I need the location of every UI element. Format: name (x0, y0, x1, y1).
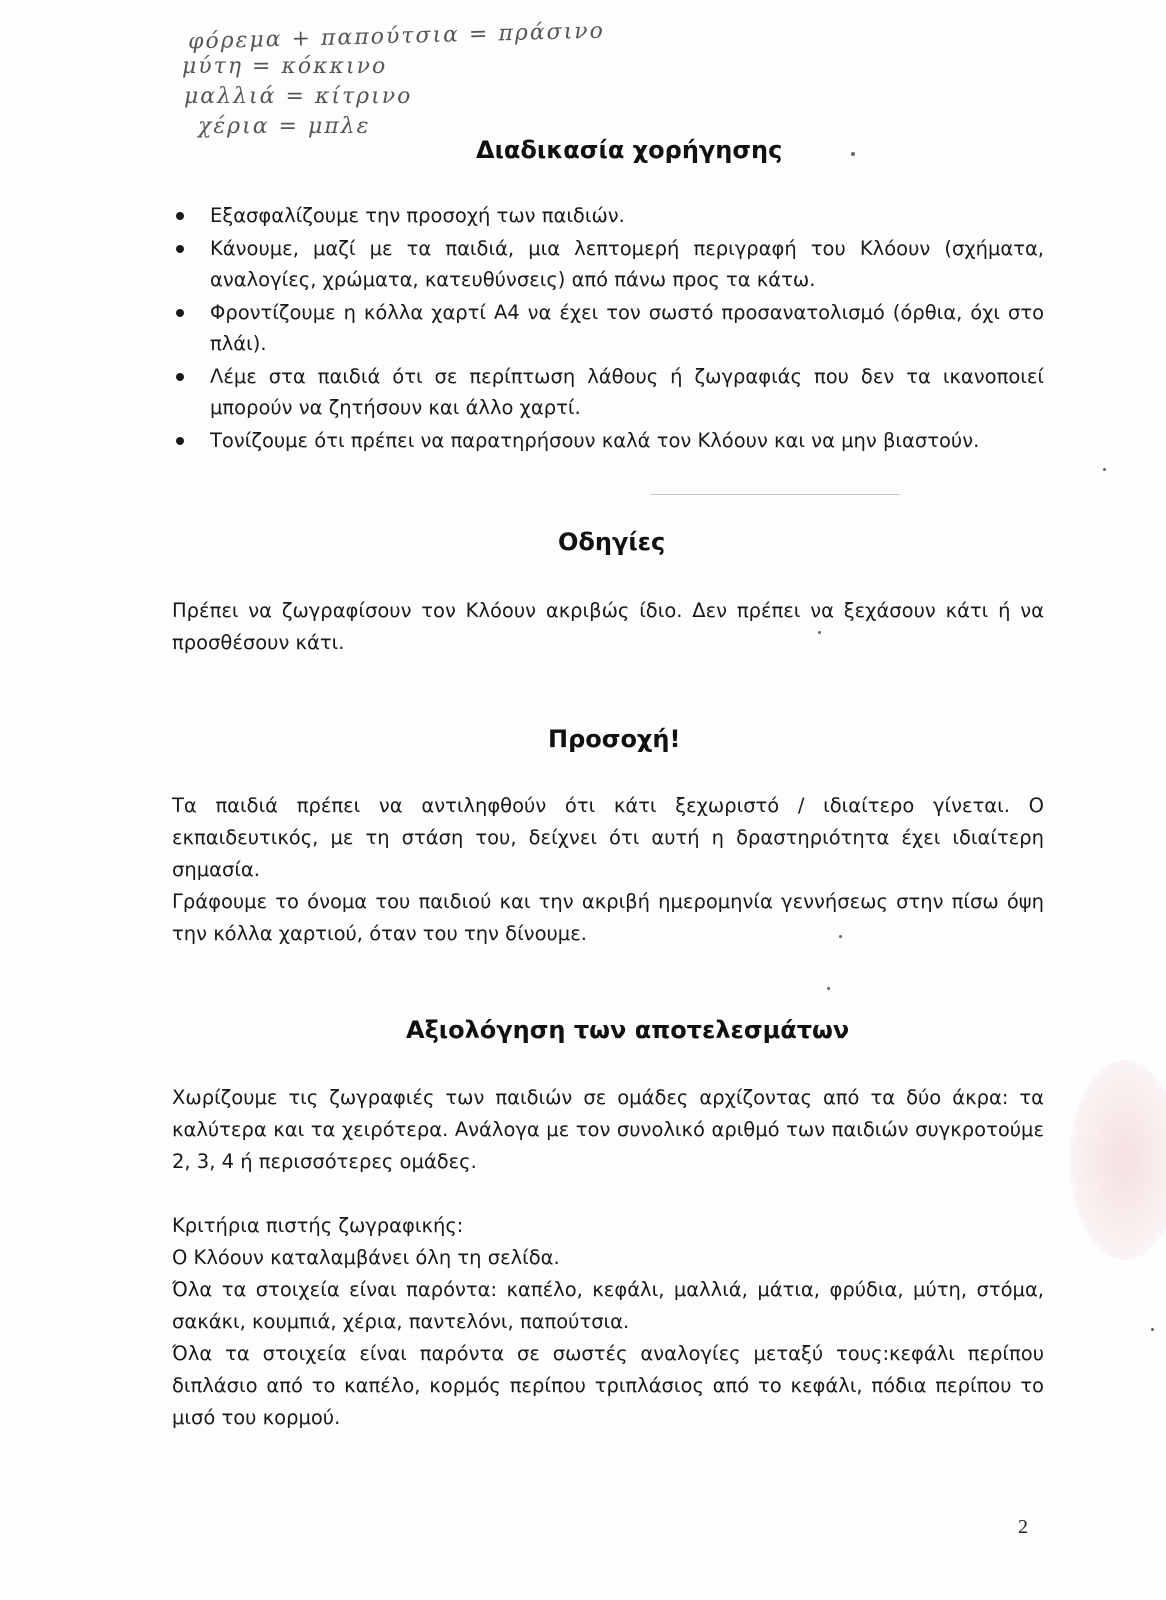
handwritten-line: μαλλιά = κίτρινο (184, 84, 413, 109)
section-title-administration: Διαδικασία χορήγησης (476, 136, 783, 164)
scan-speck (827, 987, 830, 990)
scan-speck (1151, 1328, 1154, 1331)
handwritten-line: χέρια = μπλε (198, 114, 371, 139)
handwritten-line: μύτη = κόκκινο (182, 54, 388, 79)
bullet-icon (176, 212, 184, 220)
attention-body (172, 790, 1044, 950)
administration-steps-list (172, 200, 1044, 458)
list-item (172, 425, 1044, 456)
paper-stain (1070, 1060, 1166, 1260)
scan-speck (851, 152, 855, 156)
paragraph: Γράφουμε το όνομα του παιδιού και την ακριβή ημερομηνία γεννήσεως στην πίσω όψη την κόλλα χαρτιού, όταν του την δίνουμε. (172, 890, 1044, 945)
section-title-attention: Προσοχή! (548, 725, 681, 753)
list-item (172, 200, 1044, 231)
list-item-text: Εξασφαλίζουμε την προσοχή των παιδιών. (210, 204, 625, 227)
instructions-body (172, 595, 1044, 659)
handwritten-note (182, 18, 606, 142)
paragraph: Χωρίζουμε τις ζωγραφιές των παιδιών σε ομάδες αρχίζοντας από τα δύο άκρα: τα καλύτερα και τα χειρότερα. Ανάλογα με τον συνολικό αριθμό των παιδιών συγκροτούμε 2, 3, 4 ή περισσότερες ομάδες. (172, 1086, 1044, 1173)
scan-speck (839, 935, 842, 938)
divider (650, 494, 900, 495)
section-title-instructions: Οδηγίες (558, 528, 666, 556)
list-item-text: Τονίζουμε ότι πρέπει να παρατηρήσουν καλά τον Κλόουν και να μην βιαστούν. (210, 429, 980, 452)
list-item-text: Φροντίζουμε η κόλλα χαρτί Α4 να έχει τον σωστό προσανατολισμό (όρθια, όχι στο πλάι). (210, 301, 1044, 355)
bullet-icon (176, 309, 184, 317)
paragraph: Τα παιδιά πρέπει να αντιληφθούν ότι κάτι ξεχωριστό / ιδιαίτερο γίνεται. Ο εκπαιδευτικός, με τη στάση του, δείχνει ότι αυτή η δραστηριότητα έχει ιδιαίτερη σημασία. (172, 794, 1044, 881)
list-item (172, 297, 1044, 359)
page-number: 2 (1018, 1516, 1028, 1538)
evaluation-intro (172, 1082, 1044, 1178)
criteria-line: Όλα τα στοιχεία είναι παρόντα: καπέλο, κεφάλι, μαλλιά, μάτια, φρύδια, μύτη, στόμα, σακάκι, κουμπιά, χέρια, παντελόνι, παπούτσια. (172, 1278, 1044, 1333)
criteria-line: Ο Κλόουν καταλαμβάνει όλη τη σελίδα. (172, 1246, 560, 1269)
list-item (172, 233, 1044, 295)
section-title-evaluation: Αξιολόγηση των αποτελεσμάτων (406, 1016, 850, 1044)
paragraph: Πρέπει να ζωγραφίσουν τον Κλόουν ακριβώς ίδιο. Δεν πρέπει να ξεχάσουν κάτι ή να προσθέσουν κάτι. (172, 599, 1044, 654)
handwritten-line: φόρεμα + παπούτσια = πράσινο (187, 18, 606, 55)
scan-speck (818, 631, 821, 634)
bullet-icon (176, 245, 184, 253)
list-item-text: Λέμε στα παιδιά ότι σε περίπτωση λάθους ή ζωγραφιάς που δεν τα ικανοποιεί μπορούν να ζητήσουν και άλλο χαρτί. (210, 365, 1044, 419)
bullet-icon (176, 437, 184, 445)
bullet-icon (176, 373, 184, 381)
list-item (172, 361, 1044, 423)
criteria-line: Κριτήρια πιστής ζωγραφικής: (172, 1214, 464, 1237)
evaluation-criteria (172, 1210, 1044, 1434)
scan-speck (1103, 468, 1106, 471)
list-item-text: Κάνουμε, μαζί με τα παιδιά, μια λεπτομερή περιγραφή του Κλόουν (σχήματα, αναλογίες, χρώματα, κατευθύνσεις) από πάνω προς τα κάτω. (210, 237, 1044, 291)
criteria-line: Όλα τα στοιχεία είναι παρόντα σε σωστές αναλογίες μεταξύ τους:κεφάλι περίπου διπλάσιο από το καπέλο, κορμός περίπου τριπλάσιος από το κεφάλι, πόδια περίπου το μισό του κορμού. (172, 1342, 1044, 1429)
